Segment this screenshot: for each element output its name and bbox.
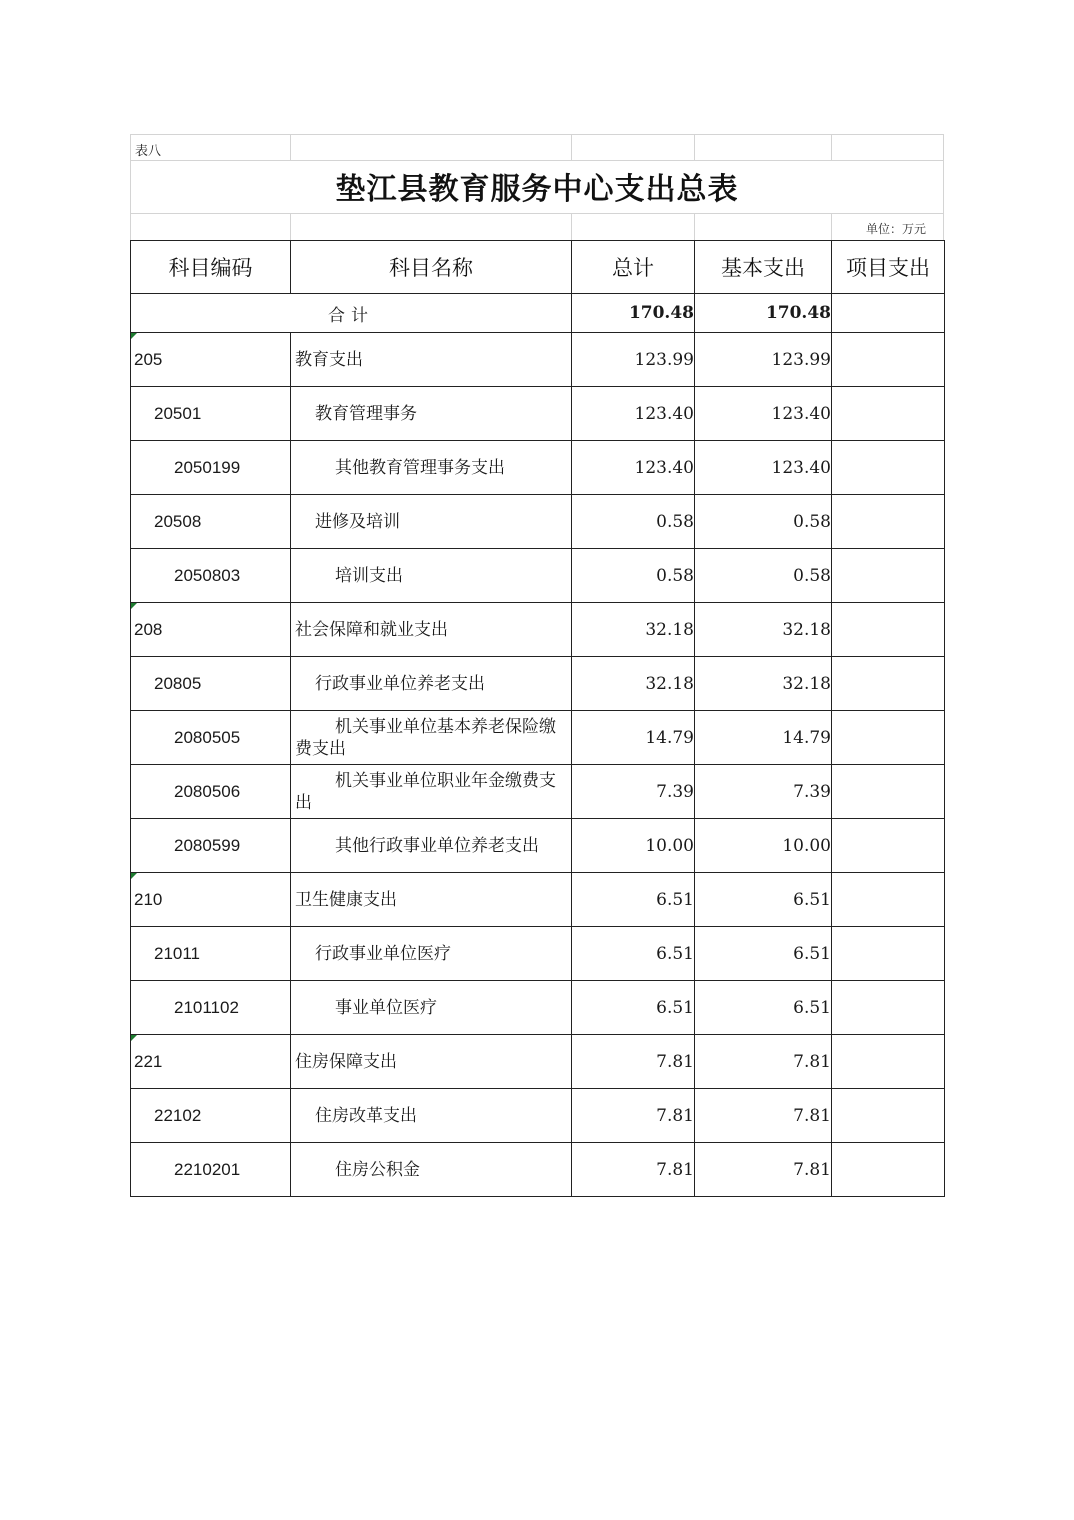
cell-flag-icon [131,1035,137,1041]
row-basic: 7.39 [695,765,832,819]
total-project [832,294,945,333]
table-row [131,387,945,441]
row-basic: 32.18 [695,657,832,711]
row-project [832,765,945,819]
cell-flag-icon [131,333,137,339]
row-code: 210 [131,873,291,927]
row-total: 6.51 [572,873,695,927]
row-code: 22102 [131,1089,291,1143]
row-name: 住房改革支出 [291,1089,572,1143]
row-name: 行政事业单位医疗 [291,927,572,981]
row-name: 机关事业单位职业年金缴费支出 [291,765,572,819]
table-row [131,711,945,765]
table-row [131,981,945,1035]
row-total: 7.39 [572,765,695,819]
table-row [131,1089,945,1143]
row-project [832,603,945,657]
row-name: 培训支出 [291,549,572,603]
page-title: 垫江县教育服务中心支出总表 [335,172,739,207]
row-project [832,927,945,981]
row-basic: 0.58 [695,495,832,549]
row-project [832,387,945,441]
header-row [131,241,945,294]
cell-flag-icon [131,603,137,609]
row-code: 2210201 [131,1143,291,1197]
row-code: 20508 [131,495,291,549]
row-name: 社会保障和就业支出 [291,603,572,657]
row-project [832,873,945,927]
row-total: 7.81 [572,1143,695,1197]
table-row [131,603,945,657]
header-code: 科目编码 [131,241,291,294]
row-basic: 0.58 [695,549,832,603]
row-basic: 6.51 [695,927,832,981]
row-code: 2050199 [131,441,291,495]
row-total: 10.00 [572,819,695,873]
row-code: 208 [131,603,291,657]
row-total: 0.58 [572,549,695,603]
row-code: 2080505 [131,711,291,765]
row-code: 2080506 [131,765,291,819]
row-project [832,495,945,549]
row-total: 123.99 [572,333,695,387]
row-code: 221 [131,1035,291,1089]
table-row [131,333,945,387]
row-basic: 6.51 [695,981,832,1035]
row-project [832,711,945,765]
row-basic: 6.51 [695,873,832,927]
row-project [832,1089,945,1143]
table-row [131,441,945,495]
row-name: 进修及培训 [291,495,572,549]
sheet-header-area [130,134,944,240]
row-name: 教育支出 [291,333,572,387]
row-basic: 14.79 [695,711,832,765]
row-name: 教育管理事务 [291,387,572,441]
row-basic: 10.00 [695,819,832,873]
row-basic: 32.18 [695,603,832,657]
row-project [832,441,945,495]
row-code: 21011 [131,927,291,981]
row-project [832,981,945,1035]
table-row [131,1143,945,1197]
row-total: 123.40 [572,441,695,495]
header-name: 科目名称 [291,241,572,294]
table-tag: 表八 [135,144,162,159]
total-total: 170.48 [572,294,695,333]
row-basic: 123.40 [695,387,832,441]
total-label: 合计 [131,294,572,333]
row-code: 20501 [131,387,291,441]
row-name: 事业单位医疗 [291,981,572,1035]
row-project [832,333,945,387]
table-row [131,819,945,873]
row-name: 住房公积金 [291,1143,572,1197]
cell-flag-icon [131,873,137,879]
row-basic: 123.99 [695,333,832,387]
row-basic: 123.40 [695,441,832,495]
row-code: 205 [131,333,291,387]
row-name: 住房保障支出 [291,1035,572,1089]
row-total: 32.18 [572,657,695,711]
row-code: 2101102 [131,981,291,1035]
table-row [131,765,945,819]
header-total: 总计 [572,241,695,294]
row-basic: 7.81 [695,1143,832,1197]
row-total: 32.18 [572,603,695,657]
table-row [131,927,945,981]
row-project [832,657,945,711]
table-row [131,1035,945,1089]
header-project: 项目支出 [832,241,945,294]
unit-label: 单位：万元 [865,222,926,236]
row-total: 7.81 [572,1035,695,1089]
total-basic: 170.48 [695,294,832,333]
row-name: 行政事业单位养老支出 [291,657,572,711]
row-total: 6.51 [572,927,695,981]
row-basic: 7.81 [695,1089,832,1143]
row-project [832,1143,945,1197]
row-code: 20805 [131,657,291,711]
row-basic: 7.81 [695,1035,832,1089]
table-row [131,549,945,603]
row-name: 卫生健康支出 [291,873,572,927]
row-total: 0.58 [572,495,695,549]
row-name: 其他行政事业单位养老支出 [291,819,572,873]
expenditure-table [130,240,945,1197]
row-project [832,549,945,603]
table-row [131,495,945,549]
total-row [131,294,945,333]
table-row [131,873,945,927]
row-name: 其他教育管理事务支出 [291,441,572,495]
spreadsheet-sheet [130,134,944,1197]
table-row [131,657,945,711]
row-code: 2050803 [131,549,291,603]
header-basic: 基本支出 [695,241,832,294]
row-total: 7.81 [572,1089,695,1143]
row-project [832,1035,945,1089]
row-total: 6.51 [572,981,695,1035]
row-total: 14.79 [572,711,695,765]
row-project [832,819,945,873]
row-total: 123.40 [572,387,695,441]
row-name: 机关事业单位基本养老保险缴费支出 [291,711,572,765]
row-code: 2080599 [131,819,291,873]
